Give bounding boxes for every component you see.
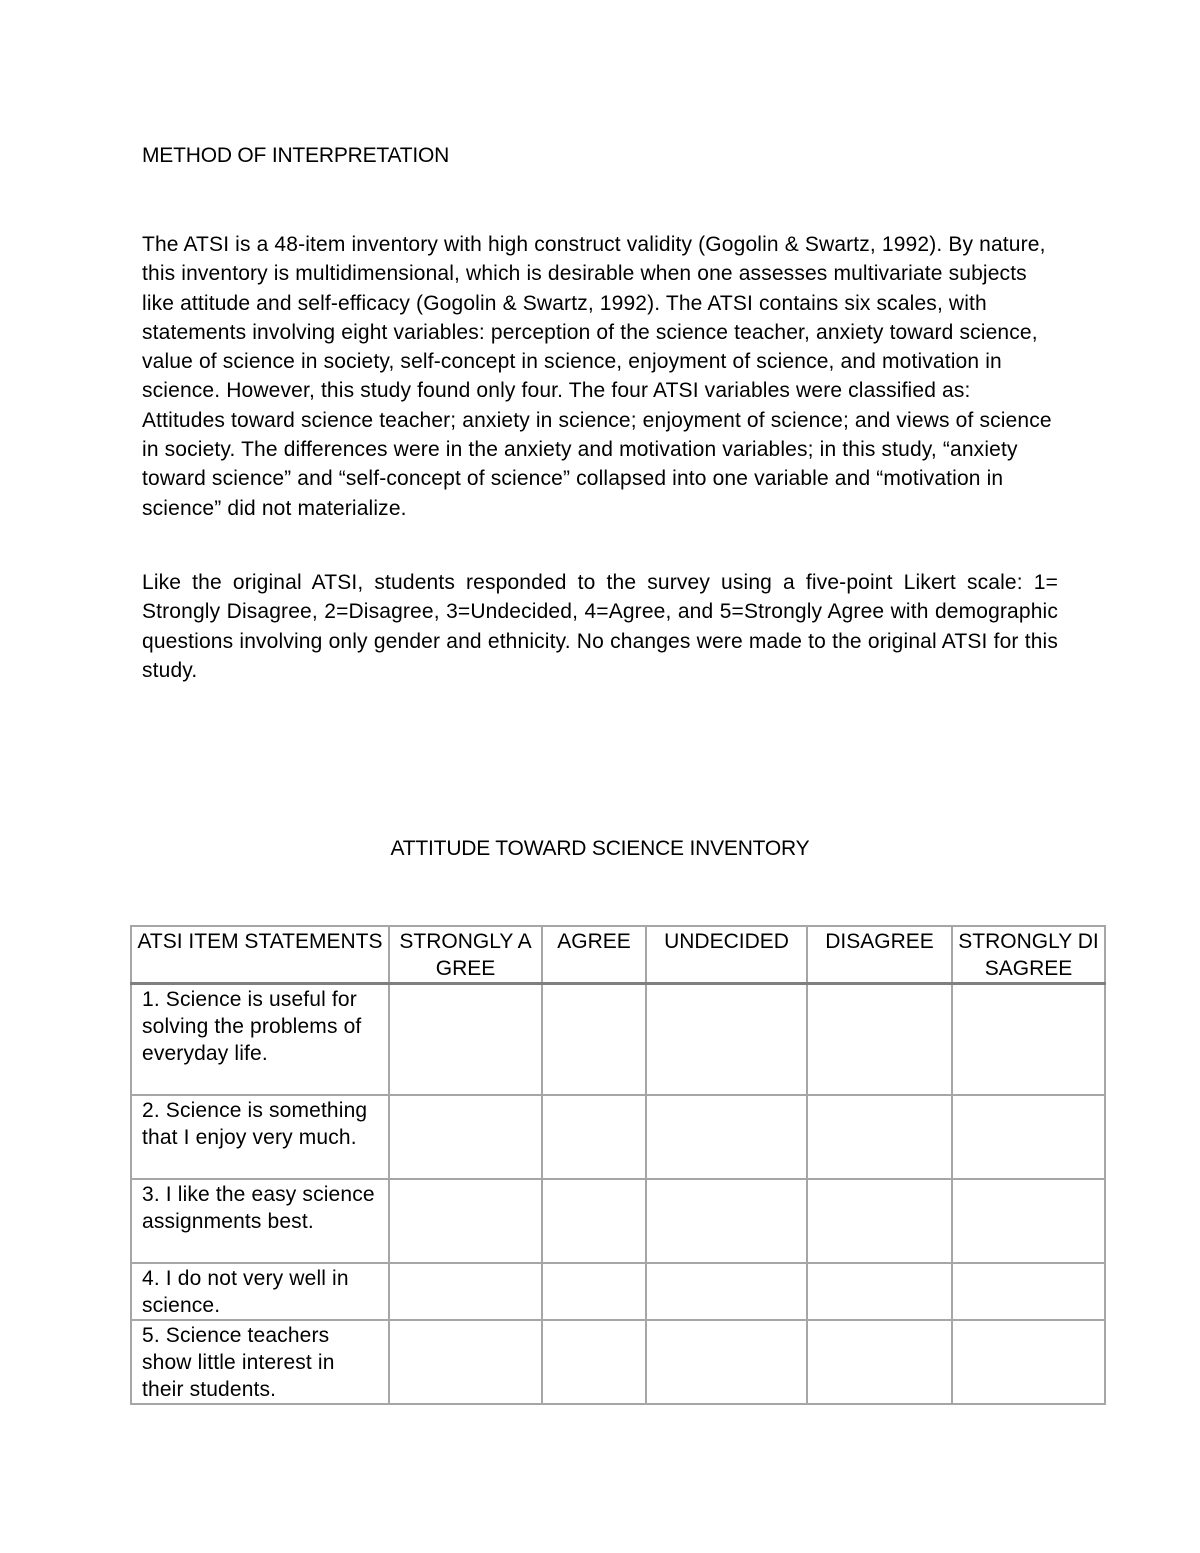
response-cell-undecided[interactable] [646,984,807,1096]
response-cell-strongly-disagree[interactable] [952,1095,1105,1179]
statement-cell: 2. Science is something that I enjoy very much. [131,1095,389,1179]
table-row [131,1320,1105,1404]
response-cell-agree[interactable] [542,1263,646,1320]
response-cell-agree[interactable] [542,1095,646,1179]
table-title: ATTITUDE TOWARD SCIENCE INVENTORY [390,837,810,860]
response-cell-strongly-agree[interactable] [389,1179,542,1263]
response-cell-strongly-agree[interactable] [389,1263,542,1320]
paragraph-likert-scale: Like the original ATSI, students responded to the survey using a five-point Likert scale: 1= Strongly Disagree, 2=Disagree, 3=Undecided, 4=Agree, and 5=Strongly Agree with demographic questions involving only gender and ethnicity. No changes were made to the original ATSI for this study. [142,571,1058,682]
table-header-row [131,926,1105,984]
response-cell-strongly-agree[interactable] [389,984,542,1096]
response-cell-strongly-agree[interactable] [389,1095,542,1179]
response-cell-disagree[interactable] [807,1263,952,1320]
statement-cell: 3. I like the easy science assignments best. [131,1179,389,1263]
atsi-table [130,925,1106,1405]
header-disagree: DISAGREE [807,926,952,984]
response-cell-strongly-agree[interactable] [389,1320,542,1404]
statement-cell: 4. I do not very well in science. [131,1263,389,1320]
response-cell-strongly-disagree[interactable] [952,1320,1105,1404]
response-cell-strongly-disagree[interactable] [952,1179,1105,1263]
response-cell-disagree[interactable] [807,1095,952,1179]
response-cell-undecided[interactable] [646,1095,807,1179]
header-strongly-disagree: STRONGLY DISAGREE [952,926,1105,984]
table-row [131,1263,1105,1320]
response-cell-agree[interactable] [542,1320,646,1404]
response-cell-undecided[interactable] [646,1320,807,1404]
response-cell-strongly-disagree[interactable] [952,984,1105,1096]
response-cell-undecided[interactable] [646,1179,807,1263]
header-undecided: UNDECIDED [646,926,807,984]
response-cell-disagree[interactable] [807,984,952,1096]
paragraph-atsi-description: The ATSI is a 48-item inventory with high construct validity (Gogolin & Swartz, 1992). By nature, this inventory is multidimensional, which is desirable when one assesses multivariate subjects like attitude and self-efficacy (Gogolin & Swartz, 1992). The ATSI contains six scales, with statements involving eight variables: perception of the science teacher, anxiety toward science, value of science in society, self-concept in science, enjoyment of science, and motivation in science. However, this study found only four. The four ATSI variables were classified as: Attitudes toward science teacher; anxiety in science; enjoyment of science; and views of science in society. The differences were in the anxiety and motivation variables; in this study, “anxiety toward science” and “self-concept of science” collapsed into one variable and “motivation in science” did not materialize. [142,233,1052,520]
response-cell-disagree[interactable] [807,1179,952,1263]
header-agree: AGREE [542,926,646,984]
response-cell-disagree[interactable] [807,1320,952,1404]
response-cell-undecided[interactable] [646,1263,807,1320]
table-row [131,1095,1105,1179]
header-item-statements: ATSI ITEM STATEMENTS [131,926,389,984]
table-row [131,1179,1105,1263]
table-row [131,984,1105,1096]
response-cell-agree[interactable] [542,1179,646,1263]
section-heading: METHOD OF INTERPRETATION [142,144,450,167]
statement-cell: 1. Science is useful for solving the problems of everyday life. [131,984,389,1096]
response-cell-agree[interactable] [542,984,646,1096]
header-strongly-agree: STRONGLY AGREE [389,926,542,984]
response-cell-strongly-disagree[interactable] [952,1263,1105,1320]
statement-cell: 5. Science teachers show little interest in their students. [131,1320,389,1404]
